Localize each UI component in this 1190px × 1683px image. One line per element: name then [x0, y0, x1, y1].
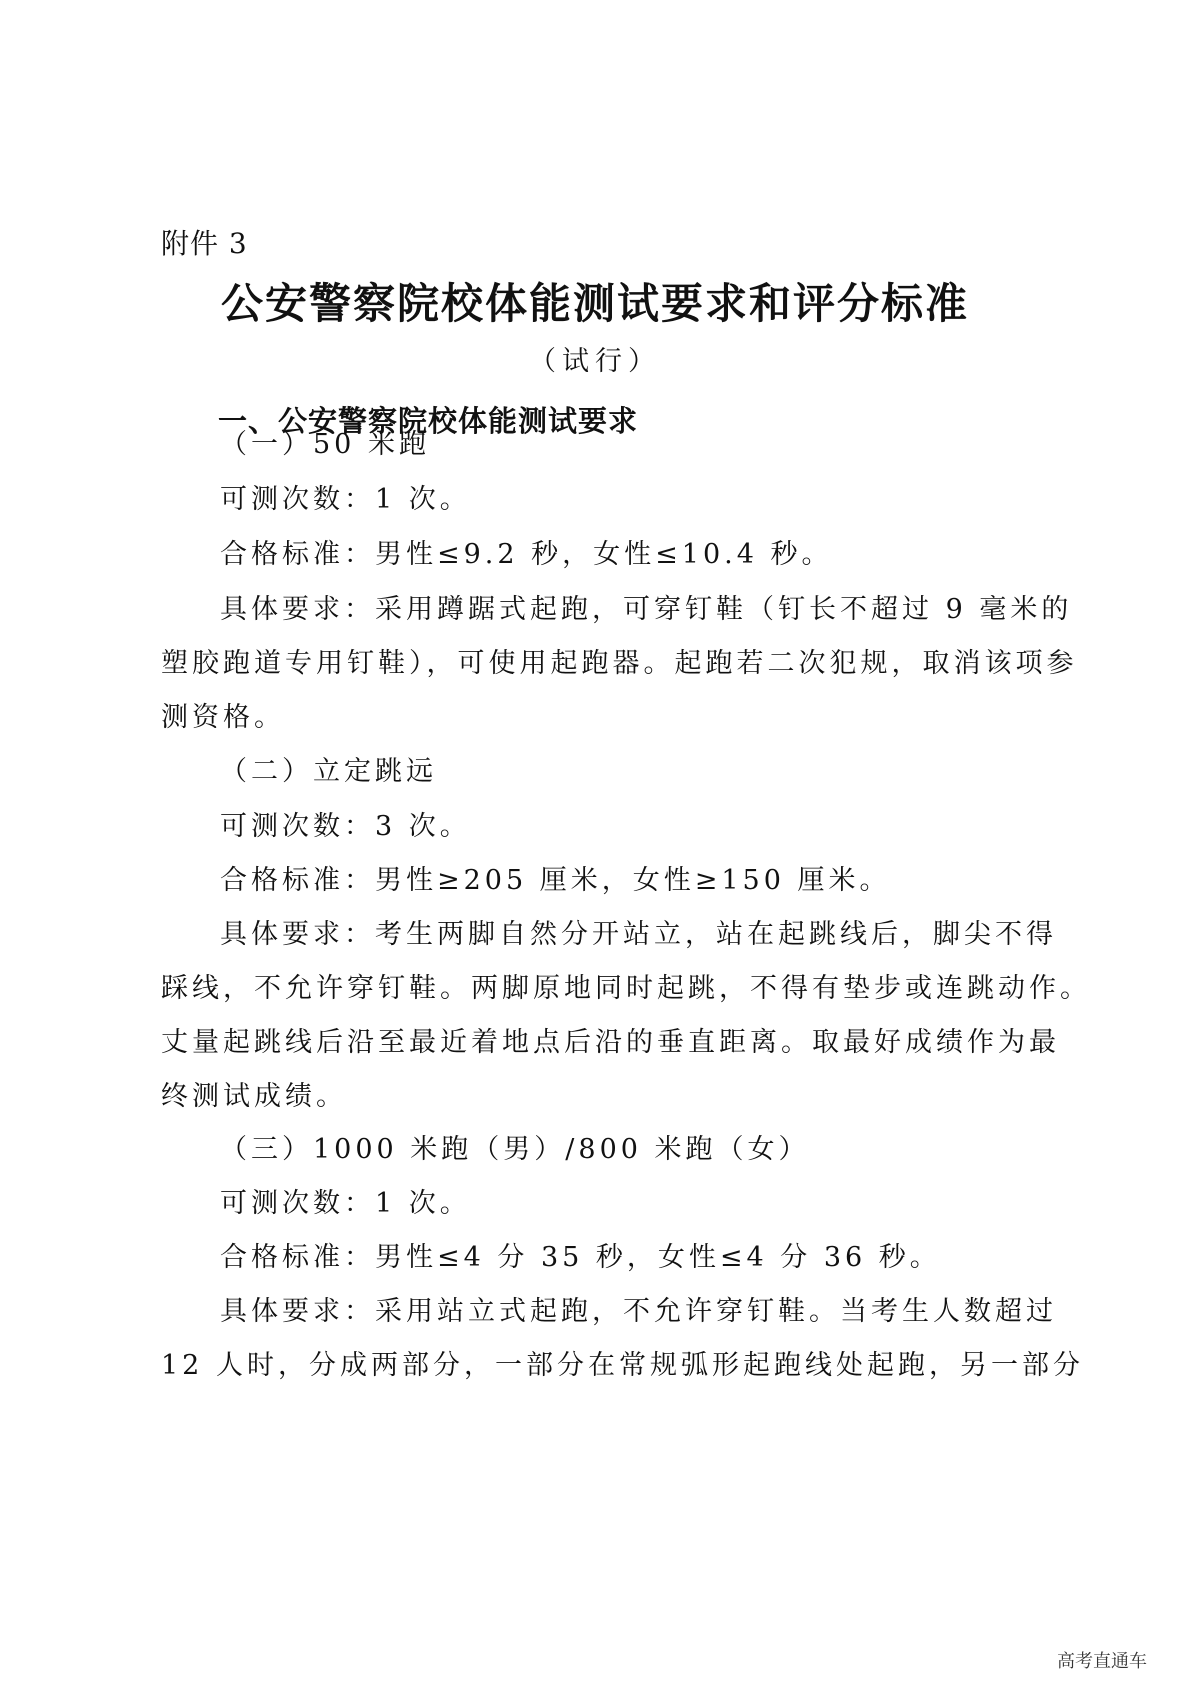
requirement-text: 丈量起跳线后沿至最近着地点后沿的垂直距离。取最好成绩作为最 — [161, 1027, 1060, 1058]
requirement-text: 具体要求：采用蹲踞式起跑，可穿钉鞋（钉长不超过 9 毫米的 — [220, 594, 1073, 625]
attempts-text: 可测次数：3 次。 — [220, 811, 471, 842]
standard-text: 合格标准：男性≤4 分 35 秒，女性≤4 分 36 秒。 — [220, 1242, 941, 1273]
attempts-text: 可测次数：1 次。 — [220, 484, 471, 515]
annex-label: 附件 3 — [161, 227, 248, 260]
standard-text: 合格标准：男性≤9.2 秒，女性≤10.4 秒。 — [220, 539, 833, 570]
standard-text: 合格标准：男性≥205 厘米，女性≥150 厘米。 — [220, 865, 891, 896]
requirement-text: 踩线，不允许穿钉鞋。两脚原地同时起跳，不得有垫步或连跳动作。 — [161, 973, 1091, 1004]
requirement-text: 12 人时，分成两部分，一部分在常规弧形起跑线处起跑，另一部分 — [161, 1350, 1084, 1381]
section-heading: 一、公安警察院校体能测试要求 — [218, 404, 639, 438]
requirement-text: 塑胶跑道专用钉鞋），可使用起跑器。起跑若二次犯规，取消该项参 — [161, 648, 1078, 679]
attempts-text: 可测次数：1 次。 — [220, 1188, 471, 1219]
requirement-text: 测资格。 — [161, 702, 285, 733]
item-heading: （二）立定跳远 — [220, 756, 437, 787]
item-heading: （一）50 米跑 — [220, 429, 430, 460]
document-title: 公安警察院校体能测试要求和评分标准 — [220, 279, 969, 328]
requirement-text: 具体要求：采用站立式起跑，不允许穿钉鞋。当考生人数超过 — [220, 1296, 1057, 1327]
requirement-text: 具体要求：考生两脚自然分开站立，站在起跳线后，脚尖不得 — [220, 919, 1057, 950]
item-heading: （三）1000 米跑（男）/800 米跑（女） — [220, 1134, 810, 1165]
requirement-text: 终测试成绩。 — [161, 1081, 347, 1112]
document-subtitle: （试行） — [529, 346, 661, 377]
watermark: 高考直通车 — [1057, 1651, 1147, 1672]
